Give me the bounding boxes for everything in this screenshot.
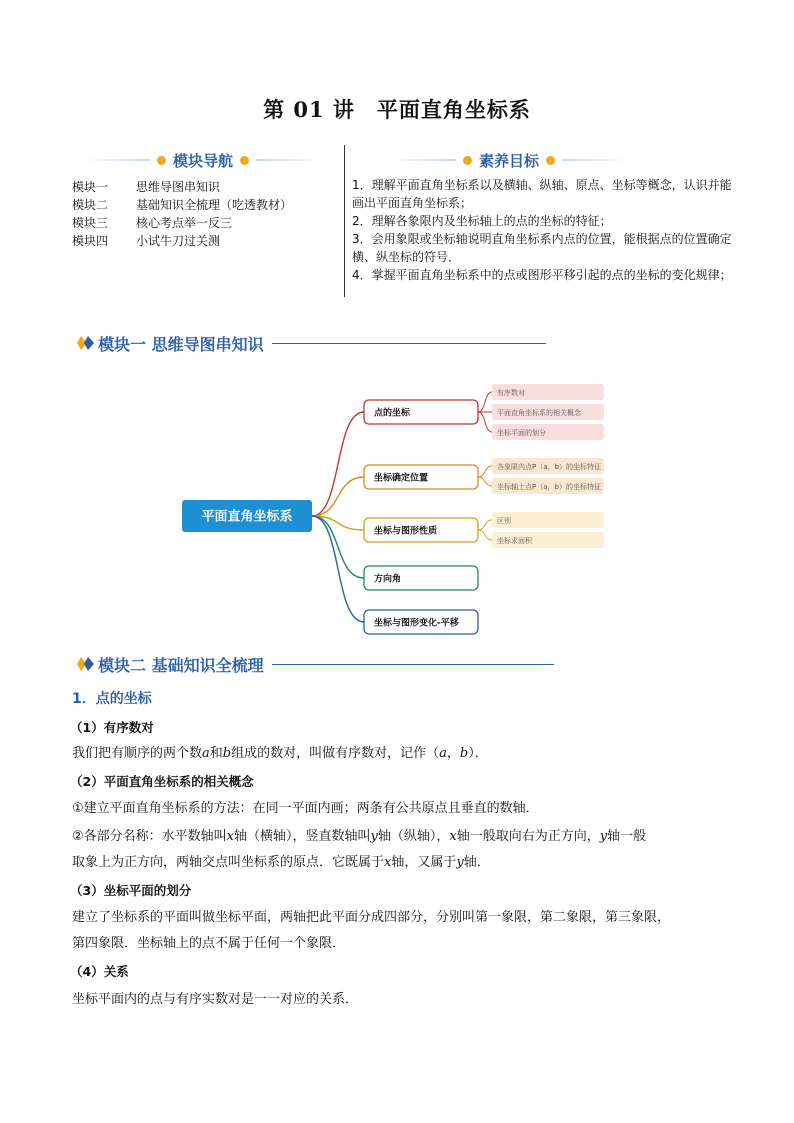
mindmap-connector	[478, 530, 492, 540]
mindmap-leaf-label: 平面直角坐标系的相关概念	[497, 409, 581, 417]
diamond-icon	[76, 656, 96, 672]
nav-item[interactable]: 模块一 思维导图串知识	[72, 180, 221, 194]
goal-item: 2．理解各象限内及坐标轴上的点的坐标的特征；	[352, 214, 612, 228]
divider	[256, 159, 322, 161]
nav-item[interactable]: 模块四 小试牛刀过关测	[72, 234, 221, 248]
divider	[272, 343, 546, 344]
paragraph: 建立了坐标系的平面叫做坐标平面，两轴把此平面分成四部分，分别叫第一象限，第二象限，第三象限，	[72, 910, 671, 925]
goals-header	[390, 148, 660, 172]
mindmap-leaf-label: 有序数对	[497, 389, 525, 397]
paragraph: 取象上为正方向，两轴交点叫坐标系的原点．它既属于x轴，又属于y轴．	[72, 855, 490, 870]
mindmap-leaf-label: 坐标轴上点P（a，b）的坐标特征	[497, 483, 601, 491]
paragraph: 坐标平面内的点与有序实数对是一一对应的关系．	[72, 992, 359, 1007]
nav-list	[72, 178, 292, 250]
module2-heading: 模块二 基础知识全梳理	[98, 655, 264, 675]
mindmap-connector	[478, 477, 492, 486]
mindmap-connector	[478, 466, 492, 477]
mindmap-leaf-label: 坐标平面的划分	[497, 429, 546, 437]
goals-list	[352, 176, 732, 284]
paragraph: ②各部分名称：水平数轴叫x轴（横轴），竖直数轴叫y轴（纵轴），x轴一般取向右为正方向，y轴一般	[72, 829, 647, 844]
paragraph: 第四象限．坐标轴上的点不属于任何一个象限．	[72, 936, 346, 951]
divider	[562, 159, 628, 161]
goal-item: 1．理解平面直角坐标系以及横轴、纵轴、原点、坐标等概念，认识并能画出平面直角坐标系；	[352, 178, 732, 210]
nav-header	[84, 148, 340, 172]
page-title: 第 01 讲 平面直角坐标系	[263, 97, 531, 122]
vertical-divider	[344, 145, 345, 297]
mindmap-branch-label: 坐标与图形性质	[374, 526, 438, 537]
module1-header	[76, 331, 576, 355]
divider	[272, 664, 554, 665]
goals-heading: 素养目标	[479, 151, 540, 170]
goal-item: 3．会用象限或坐标轴说明直角坐标系内点的位置，能根据点的位置确定横、纵坐标的符号．	[352, 232, 732, 264]
mindmap-connector	[312, 477, 364, 516]
mindmap-connector	[478, 412, 492, 432]
mindmap-branch-label: 方向角	[374, 574, 402, 585]
divider	[84, 159, 150, 161]
mindmap-connector	[478, 520, 492, 530]
mindmap-branch-label: 坐标确定位置	[374, 473, 429, 484]
module1-heading: 模块一 思维导图串知识	[98, 334, 264, 354]
subsection-title: （4）关系	[70, 964, 129, 979]
goal-item: 4．掌握平面直角坐标系中的点或图形平移引起的点的坐标的变化规律；	[352, 268, 732, 282]
module2-header	[76, 652, 576, 676]
nav-item[interactable]: 模块二 基础知识全梳理（吃透教材）	[72, 198, 293, 212]
mindmap-leaf-label: 各象限内点P（a，b）的坐标特征	[497, 463, 601, 471]
mindmap-branch-label: 点的坐标	[374, 408, 411, 419]
divider	[390, 159, 456, 161]
nav-item[interactable]: 模块三 核心考点举一反三	[72, 216, 233, 230]
mindmap-connector	[312, 412, 364, 516]
mindmap-leaf-label: 坐标求面积	[497, 537, 532, 545]
mind-map	[0, 370, 794, 640]
subsection-title: （1）有序数对	[70, 720, 154, 735]
paragraph: 我们把有顺序的两个数a和b组成的数对，叫做有序数对，记作（a，b）．	[72, 746, 488, 761]
mindmap-root-label: 平面直角坐标系	[201, 509, 293, 525]
mindmap-leaf-label: 区别	[497, 517, 511, 525]
diamond-icon	[76, 335, 96, 351]
nav-heading: 模块导航	[173, 151, 234, 170]
dot-icon	[463, 156, 472, 165]
section-title: 1．点的坐标	[72, 691, 152, 707]
dot-icon	[157, 156, 166, 165]
subsection-title: （2）平面直角坐标系的相关概念	[70, 774, 254, 789]
subsection-title: （3）坐标平面的划分	[70, 883, 192, 898]
mindmap-connector	[312, 516, 364, 622]
paragraph: ①建立平面直角坐标系的方法：在同一平面内画；两条有公共原点且垂直的数轴．	[72, 801, 539, 816]
dot-icon	[546, 156, 555, 165]
mindmap-branch-label: 坐标与图形变化-平移	[374, 618, 459, 629]
dot-icon	[240, 156, 249, 165]
mindmap-connector	[478, 392, 492, 412]
